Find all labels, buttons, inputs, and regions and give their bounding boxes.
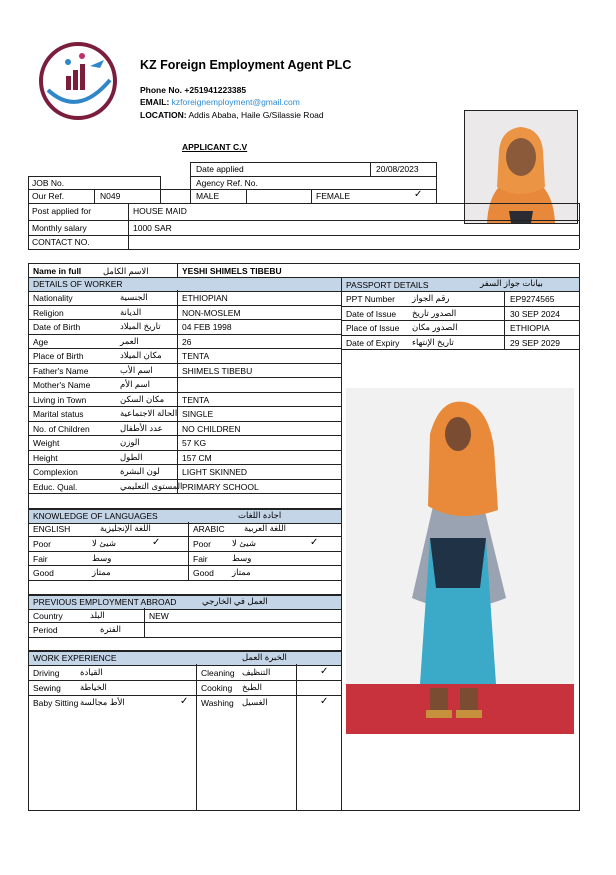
arabic-level-label-ar: ممتاز	[232, 567, 251, 577]
arabic-level-label: Good	[193, 568, 214, 578]
logo-person	[79, 53, 85, 59]
logo-person	[65, 59, 71, 65]
worker-field-label: Religion	[33, 308, 64, 318]
row-divider	[341, 335, 580, 336]
english-level-label-ar: شيئ لا	[92, 538, 116, 548]
email-line	[140, 96, 300, 108]
location-value: Addis Ababa, Haile G/Silassie Road	[188, 110, 324, 120]
previous-employment-header-ar: العمل في الخارجي	[202, 596, 268, 606]
worker-field-value: ETHIOPIAN	[182, 293, 228, 303]
email-link[interactable]: kzforeignemployment@gmail.com	[171, 97, 300, 107]
worker-field-label: Place of Birth	[33, 351, 84, 361]
worker-field-value: SINGLE	[182, 409, 214, 419]
row-divider	[341, 306, 580, 307]
female-checkmark: ✓	[414, 189, 423, 200]
worker-field-value: 157 CM	[182, 453, 212, 463]
portrait-photo	[464, 110, 578, 224]
worker-field-label-ar: العمر	[120, 336, 139, 346]
passport-header-ar: بيانات جواز السفر	[480, 278, 543, 288]
location-label: LOCATION:	[140, 110, 187, 120]
english-level-label-ar: ممتاز	[92, 567, 111, 577]
skill-label: Cleaning	[201, 668, 235, 678]
row-divider	[28, 406, 341, 407]
skill-check: ✓	[320, 696, 329, 707]
worker-field-value: 04 FEB 1998	[182, 322, 232, 332]
languages-header-ar: اجادة اللغات	[238, 510, 282, 520]
english-level-label: Poor	[33, 539, 51, 549]
row-divider	[28, 363, 341, 364]
passport-field-label-ar: تاريخ الإنتهاء	[412, 337, 454, 347]
worker-details-header: DETAILS OF WORKER	[33, 279, 123, 289]
agency-logo	[38, 40, 118, 122]
phone-line	[140, 84, 246, 96]
worker-field-label-ar: المستوى التعليمي	[120, 481, 183, 491]
worker-field-label-ar: الحالة الاجتماعية	[120, 408, 178, 418]
english-level-label-ar: وسط	[92, 553, 112, 563]
worker-field-label-ar: مكان الميلاد	[120, 350, 162, 360]
passport-field-value: 29 SEP 2029	[510, 338, 560, 348]
passport-field-label-ar: الصدور تاريخ	[412, 308, 457, 318]
portrait-illustration	[465, 111, 577, 223]
passport-field-label: Place of Issue	[346, 323, 400, 333]
worker-field-label: Nationality	[33, 293, 73, 303]
passport-field-value: ETHIOPIA	[510, 323, 550, 333]
worker-field-value: TENTA	[182, 395, 210, 405]
worker-field-label: Age	[33, 337, 49, 347]
passport-field-label: Date of Issue	[346, 309, 397, 319]
row-divider	[28, 493, 341, 494]
arabic-level-label: Poor	[193, 539, 211, 549]
worker-field-label-ar: عدد الأطفال	[120, 423, 163, 433]
worker-field-label-ar: الوزن	[120, 437, 140, 447]
row-divider	[28, 435, 341, 436]
row-divider	[28, 421, 341, 422]
arabic-label-ar: اللغة العربية	[244, 523, 287, 533]
worker-field-value: SHIMELS TIBEBU	[182, 366, 253, 376]
passport-field-value: 30 SEP 2024	[510, 309, 560, 319]
worker-field-value: NON-MOSLEM	[182, 308, 241, 318]
name-value: YESHI SHIMELS TIBEBU	[182, 266, 282, 276]
worker-field-label-ar: لون البشرة	[120, 466, 160, 476]
salary-value: 1000 SAR	[133, 223, 172, 233]
arabic-label: ARABIC	[193, 524, 225, 534]
country-value: NEW	[149, 611, 169, 621]
agency-ref-label: Agency Ref. No.	[196, 178, 258, 188]
row-divider	[28, 377, 341, 378]
work-experience-header-ar: الخبرة العمل	[242, 652, 287, 662]
worker-field-label: Educ. Qual.	[33, 482, 78, 492]
row-divider	[28, 464, 341, 465]
full-body-illustration	[346, 388, 574, 734]
passport-field-label-ar: الصدور مكان	[412, 322, 458, 332]
skill-label: Cooking	[201, 683, 233, 693]
full-body-photo	[346, 388, 574, 734]
worker-field-label-ar: مكان السكن	[120, 394, 165, 404]
row-divider	[28, 319, 341, 320]
male-label: MALE	[196, 191, 220, 201]
english-label: ENGLISH	[33, 524, 71, 534]
skill-check: ✓	[320, 666, 329, 677]
contact-label: CONTACT NO.	[32, 237, 90, 247]
worker-field-label-ar: اسم الأب	[120, 365, 153, 375]
job-no-label: JOB No.	[32, 178, 65, 188]
name-label: Name in full	[33, 266, 82, 276]
skill-label-ar: الأط مجالسة	[80, 697, 125, 707]
english-level-label: Good	[33, 568, 54, 578]
worker-field-label-ar: الجنسية	[120, 292, 148, 302]
worker-field-label: No. of Children	[33, 424, 90, 434]
phone-label: Phone No.	[140, 85, 183, 95]
row-divider	[28, 305, 341, 306]
row-divider	[341, 349, 580, 350]
our-ref-value: N049	[100, 191, 121, 201]
worker-field-label: Mother's Name	[33, 380, 91, 390]
skill-label-ar: الخياطة	[80, 682, 107, 692]
female-label: FEMALE	[316, 191, 351, 201]
column-divider	[504, 291, 505, 349]
worker-field-value: NO CHILDREN	[182, 424, 241, 434]
doc-title: APPLICANT C.V	[182, 142, 248, 152]
worker-field-label-ar: اسم الأم	[120, 379, 150, 389]
previous-employment-header: PREVIOUS EMPLOYMENT ABROAD	[33, 597, 177, 607]
worker-field-label: Height	[33, 453, 58, 463]
location-line	[140, 109, 324, 121]
english-level-check: ✓	[152, 537, 161, 548]
row-divider	[28, 348, 341, 349]
skill-label: Driving	[33, 668, 60, 678]
date-applied-value: 20/08/2023	[376, 164, 419, 174]
arabic-level-label-ar: وسط	[232, 553, 252, 563]
salary-label: Monthly salary	[32, 223, 87, 233]
logo-bar	[80, 64, 85, 90]
date-applied-label: Date applied	[196, 164, 244, 174]
worker-field-label: Living in Town	[33, 395, 87, 405]
period-label: Period	[33, 625, 58, 635]
period-label-ar: الفترة	[100, 624, 121, 634]
skill-label: Sewing	[33, 683, 61, 693]
passport-field-label: Date of Expiry	[346, 338, 400, 348]
row-divider	[28, 479, 341, 480]
passport-field-label-ar: رقم الجواز	[412, 293, 450, 303]
worker-field-label-ar: الطول	[120, 452, 143, 462]
row-divider	[341, 320, 580, 321]
worker-field-value: 26	[182, 337, 192, 347]
our-ref-label: Our Ref.	[32, 191, 65, 201]
worker-field-label: Date of Birth	[33, 322, 81, 332]
arabic-level-check: ✓	[310, 537, 319, 548]
phone-value: +251941223385	[184, 85, 247, 95]
row-divider	[28, 334, 341, 335]
worker-field-label: Father's Name	[33, 366, 89, 376]
english-label-ar: اللغة الإنجليزية	[100, 523, 151, 533]
row-divider	[28, 392, 341, 393]
skill-check: ✓	[180, 696, 189, 707]
worker-field-value: 57 KG	[182, 438, 207, 448]
row-divider	[28, 450, 341, 451]
logo-bar	[73, 70, 78, 90]
skill-label: Washing	[201, 698, 234, 708]
arabic-level-label-ar: شيئ لا	[232, 538, 256, 548]
worker-field-value: PRIMARY SCHOOL	[182, 482, 259, 492]
worker-field-value: TENTA	[182, 351, 210, 361]
skill-label-ar: التنظيف	[242, 667, 271, 677]
passport-field-label: PPT Number	[346, 294, 395, 304]
worker-field-value: LIGHT SKINNED	[182, 467, 248, 477]
passport-field-value: EP9274565	[510, 294, 555, 304]
worker-field-label-ar: الديانة	[120, 307, 142, 317]
skill-label-ar: القيادة	[80, 667, 103, 677]
passport-header: PASSPORT DETAILS	[346, 280, 429, 290]
skill-label: Baby Sitting	[33, 698, 79, 708]
name-label-ar: الاسم الكامل	[103, 266, 149, 276]
languages-header: KNOWLEDGE OF LANGUAGES	[33, 511, 158, 521]
logo-bar	[66, 76, 71, 90]
work-experience-header: WORK EXPERIENCE	[33, 653, 117, 663]
country-label-ar: البلد	[90, 610, 105, 620]
english-level-label: Fair	[33, 554, 48, 564]
email-label: EMAIL:	[140, 97, 170, 107]
worker-field-label: Marital status	[33, 409, 84, 419]
post-label: Post applied for	[32, 206, 92, 216]
country-label: Country	[33, 611, 63, 621]
agency-name: KZ Foreign Employment Agent PLC	[140, 58, 352, 72]
worker-field-label: Complexion	[33, 467, 78, 477]
worker-field-label-ar: تاريخ الميلاد	[120, 321, 161, 331]
post-value: HOUSE MAID	[133, 206, 187, 216]
arabic-level-label: Fair	[193, 554, 208, 564]
skill-label-ar: الغسيل	[242, 697, 268, 707]
column-divider	[177, 290, 178, 493]
worker-field-label: Weight	[33, 438, 60, 448]
skill-label-ar: الطبخ	[242, 682, 262, 692]
